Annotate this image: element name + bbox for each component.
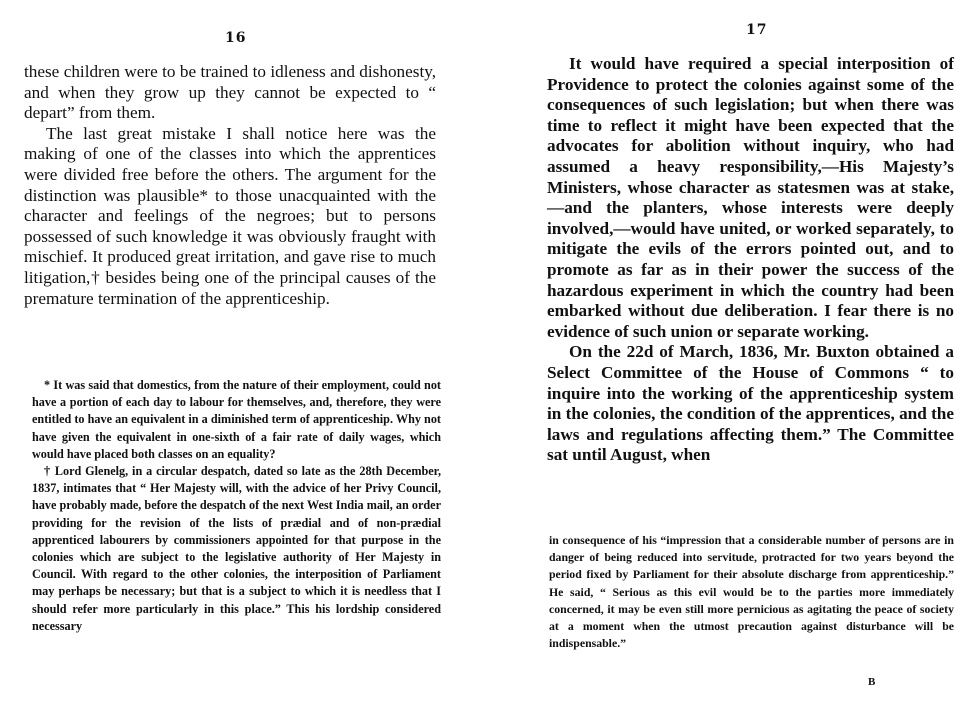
signature-mark: B: [868, 676, 876, 688]
body-text: [24, 62, 436, 309]
footnote: † Lord Glenelg, in a circular despatch, dated so late as the 28th December, 1837, intimates that “ Her Majesty will, with the advice of her Privy Council, have probably made, before the despatch of the next West India mail, an order providing for the revision of the lists of prædial and of non-prædial apprenticed labourers by commissioners appointed for that purpose in the colonies which are subject to the legislative authority of Her Majesty in Council. With regard to the other colonies, the interposition of Parliament may perhaps be necessary; but that is a subject to which it is needless that I should refer more particularly in this place.” This his lordship considered necessary: [32, 464, 441, 633]
paragraph: The last great mistake I shall notice here was the making of one of the classes into which the apprentices were divided free before the others. The argument for the distinction was plausible* to those unacquainted with the character and feelings of the negroes; but to persons possessed of such knowledge it was obviously fraught with mischief. It produced great irritation, and gave rise to much litigation,† besides being one of the principal causes of the premature termination of the apprenticeship.: [24, 123, 436, 308]
footnote: * It was said that domestics, from the nature of their employment, could not have a portion of each day to labour for themselves, and, therefore, they were entitled to have an equivalent in a diminished term of apprenticeship. Why not have given the equivalent in one-sixth of a fair rate of daily wages, which would have placed both classes on an equality?: [32, 378, 441, 461]
paragraph: On the 22d of March, 1836, Mr. Buxton obtained a Select Committee of the House of Commons “ to inquire into the working of the apprenticeship system in the colonies, the condition of the apprentices, and the laws and regulations affecting them.” The Committee sat until August, when: [547, 342, 954, 465]
left-page: [0, 0, 480, 710]
paragraph: these children were to be trained to idleness and dishonesty, and when they grow up they cannot be expected to “ depart” from them.: [24, 62, 436, 123]
footnotes: [32, 377, 441, 635]
footnotes: [549, 532, 954, 652]
footnote: in consequence of his “impression that a considerable number of persons are in danger of being reduced into servitude, protracted for two years beyond the period fixed by Parliament for their absolute discharge from apprenticeship.” He said, “ Serious as this evil would be to the parties more immediately concerned, it may be even still more pernicious as agitating the peace of society at a moment when the utmost precaution against disturbance will be indispensable.”: [549, 533, 954, 651]
page-number: 17: [746, 22, 768, 38]
page-number: 16: [225, 30, 247, 46]
body-text: [547, 54, 954, 466]
paragraph: It would have required a special interposition of Providence to protect the colonies against some of the consequences of such legislation; but when there was time to reflect it might have been expected that the advocates for abolition without inquiry, who had assumed a heavy responsibility,—His Majesty’s Ministers, whose character as statesmen was at stake,—and the planters, whose interests were deeply involved,—would have united, or worked separately, to mitigate the evils of the errors pointed out, and to promote as far as in their power the success of the hazardous experiment in which the country had been embarked without due deliberation. I fear there is no evidence of such union or separate working.: [547, 54, 954, 341]
right-page: [488, 0, 980, 710]
